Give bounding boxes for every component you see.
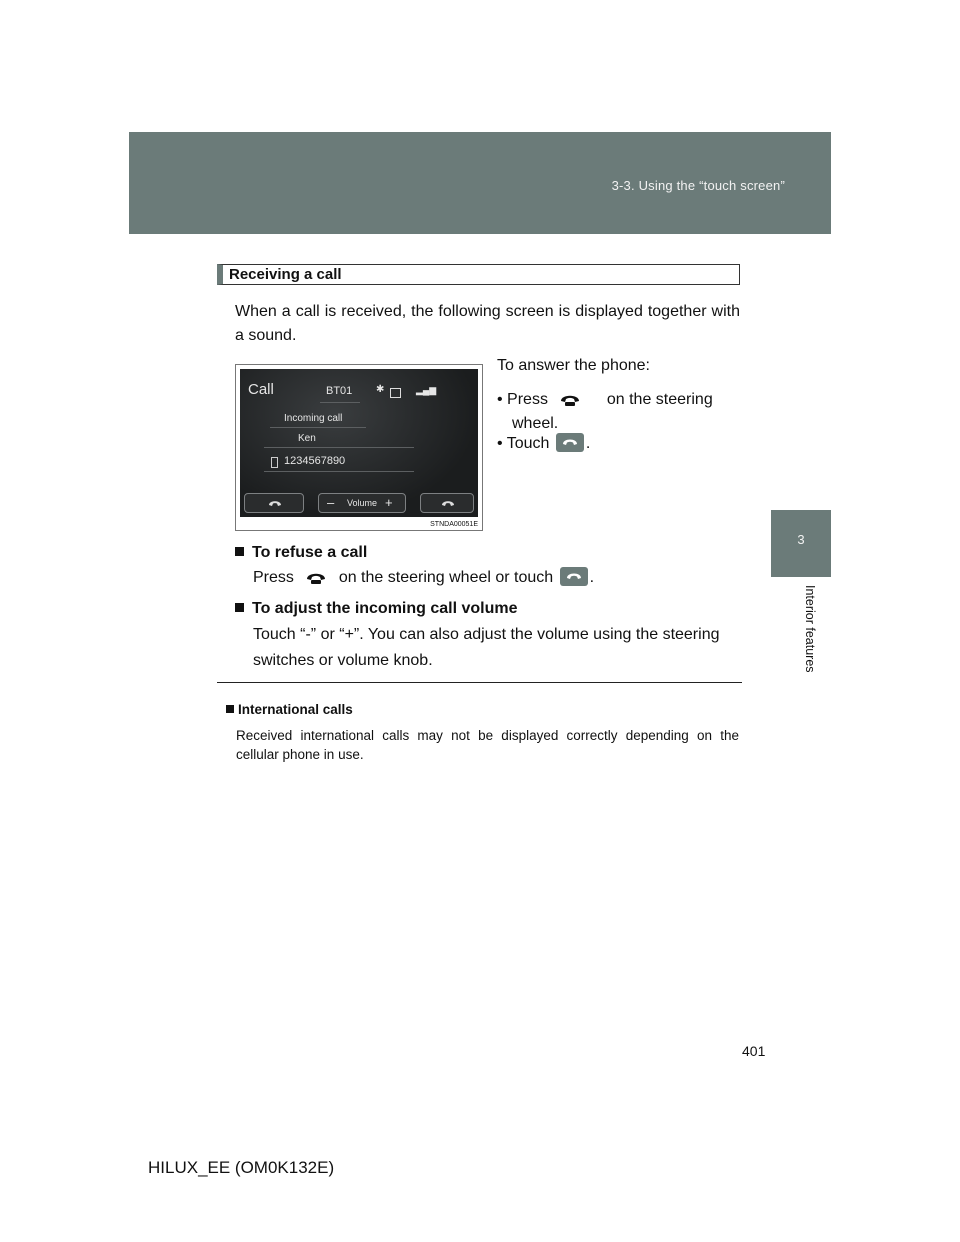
caller-name: Ken [298, 433, 316, 444]
chapter-number: 3 [797, 532, 805, 547]
refuse-text-before: Press [253, 569, 294, 586]
refuse-text-after: . [589, 569, 595, 586]
caller-number: 1234567890 [284, 455, 346, 467]
refuse-button-icon [560, 567, 588, 586]
answer-button-icon [556, 433, 584, 452]
chapter-label-text: Interior features [803, 585, 817, 673]
bullet-press-prefix: • Press [497, 391, 548, 408]
steering-phone-icon [558, 391, 582, 407]
answer-call-button[interactable] [244, 493, 304, 513]
refuse-text [253, 566, 594, 590]
volume-label: Volume [347, 498, 378, 508]
page-number: 401 [742, 1043, 766, 1059]
intro-paragraph: When a call is received, the following screen is displayed together with a sound. [235, 303, 740, 344]
volume-text: Touch “-” or “+”. You can also adjust the volume using the steering switches or volume knob. [253, 626, 720, 669]
volume-heading [235, 598, 518, 620]
refuse-heading [235, 542, 367, 564]
figure-code: STNDA00051E [430, 521, 478, 528]
section-divider [217, 682, 742, 683]
battery-icon [390, 388, 401, 398]
signal-icon: ▂▄▆ [416, 385, 437, 395]
section-breadcrumb: 3-3. Using the “touch screen” [611, 178, 785, 193]
note-text: Received international calls may not be displayed correctly depending on the cellular phone in use. [236, 728, 739, 762]
answer-title: To answer the phone: [497, 357, 650, 374]
touch-screen-display [240, 369, 478, 517]
refuse-call-button[interactable] [420, 493, 474, 513]
refuse-text-middle: on the steering wheel or touch [338, 569, 554, 586]
volume-title: To adjust the incoming call volume [252, 600, 518, 617]
bullet-touch-suffix: . [585, 435, 591, 452]
screen-title: Call [248, 381, 274, 398]
square-bullet-icon [226, 705, 234, 713]
incoming-call-screenshot [235, 364, 483, 531]
volume-plus-button[interactable]: + [385, 495, 393, 510]
answer-bullet-touch [497, 432, 590, 456]
header-band [129, 132, 831, 234]
incoming-call-label: Incoming call [284, 413, 343, 424]
manual-code: HILUX_EE (OM0K132E) [148, 1158, 335, 1177]
square-bullet-icon [235, 547, 244, 556]
steering-phone-icon [304, 569, 328, 585]
answer-bullet-press [497, 388, 713, 412]
section-heading: Receiving a call [217, 264, 740, 285]
square-bullet-icon [235, 603, 244, 612]
note-title: International calls [238, 702, 353, 717]
chapter-tab [771, 510, 831, 577]
refuse-title: To refuse a call [252, 544, 368, 561]
bullet-touch-prefix: • Touch [497, 435, 550, 452]
device-name: BT01 [326, 385, 353, 397]
bullet-press-suffix: on the steering [606, 391, 713, 408]
answer-bullet-wrap: wheel. [512, 415, 559, 432]
volume-control [318, 493, 406, 513]
chapter-label [800, 585, 820, 695]
bluetooth-icon: ✱ [376, 384, 385, 395]
volume-minus-button[interactable]: – [327, 495, 335, 510]
note-heading [226, 702, 353, 717]
mobile-phone-icon [271, 457, 278, 468]
